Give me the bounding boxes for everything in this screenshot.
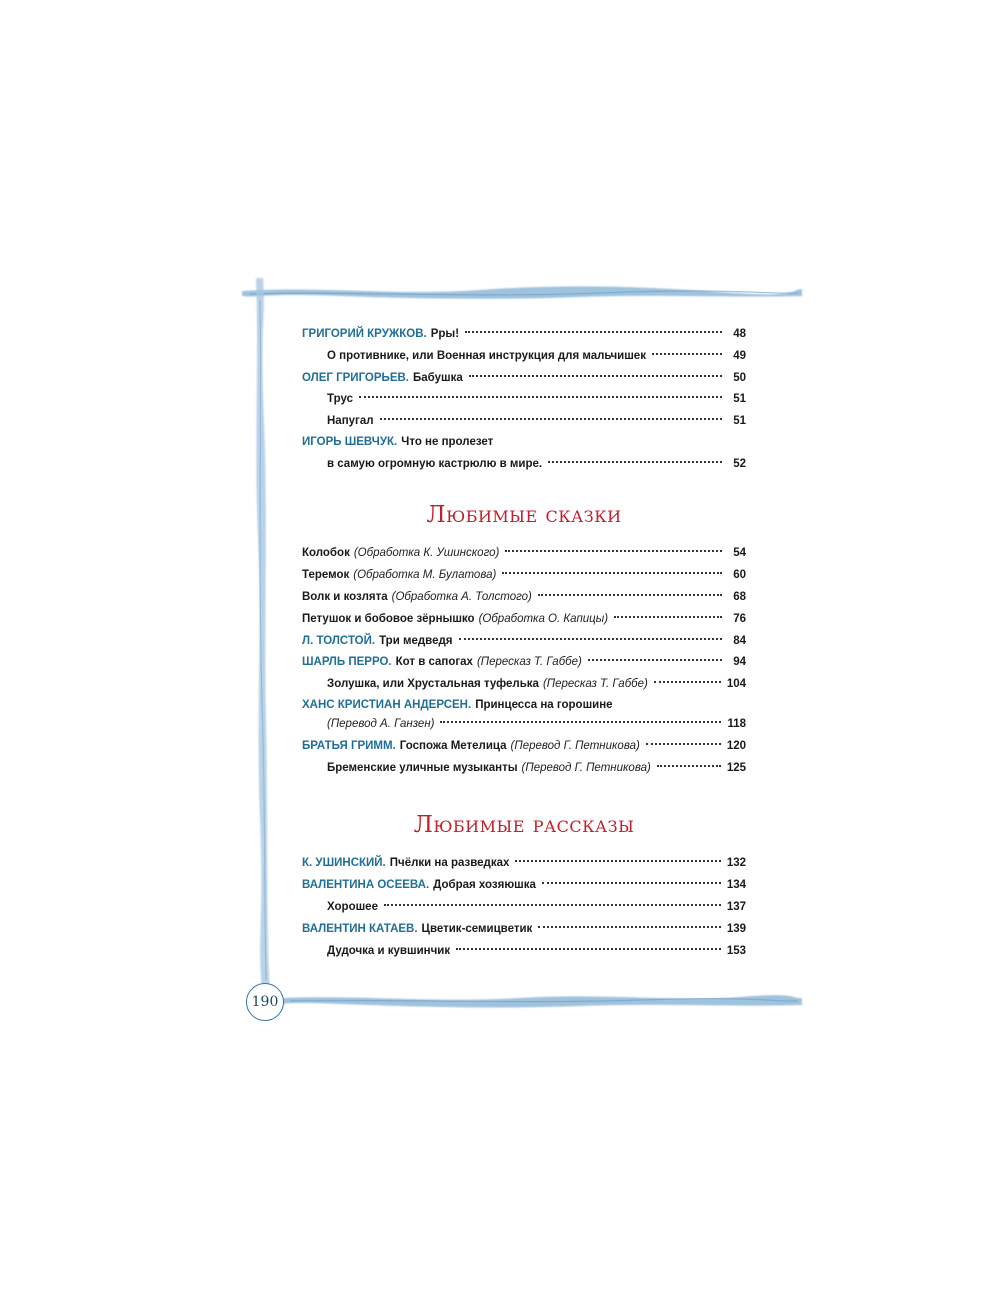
toc-dot-leader [456, 948, 721, 950]
toc-dot-leader [548, 461, 722, 463]
toc-title: Госпожа Метелица [399, 740, 507, 752]
toc-page-number: 104 [726, 678, 746, 690]
toc-dot-leader [459, 638, 723, 640]
toc-note: (Обработка М. Булатова) [353, 569, 497, 581]
toc-title: О противнике, или Военная инструкция для мальчишек [327, 350, 646, 362]
toc-title: Бабушка [413, 372, 463, 384]
toc-entry[interactable] [302, 674, 746, 694]
toc-title: Петушок и бобовое зёрнышко [302, 613, 475, 625]
toc-entry[interactable] [302, 714, 746, 734]
toc-page-number: 153 [726, 945, 746, 957]
toc-entry[interactable] [302, 543, 746, 563]
toc-note: (Обработка К. Ушинского) [353, 547, 500, 559]
toc-entry[interactable] [302, 736, 746, 756]
left-brush-stroke [256, 278, 270, 990]
section-title: Любимые рассказы [413, 812, 635, 838]
toc-title: Кот в сапогах [395, 656, 473, 668]
toc-page-number: 60 [733, 569, 746, 581]
toc-title: Цветик-семицветик [421, 923, 533, 935]
toc-dot-leader [652, 353, 722, 355]
toc-page-number: 134 [726, 879, 746, 891]
toc-page-number: 125 [726, 762, 746, 774]
toc-author: ОЛЕГ ГРИГОРЬЕВ. [302, 372, 409, 384]
toc-page-number: 52 [733, 458, 746, 470]
toc-entry[interactable] [302, 432, 746, 452]
toc-title: Пчёлки на разведках [389, 857, 510, 869]
toc-entry[interactable] [302, 897, 746, 917]
toc-entry[interactable] [302, 368, 746, 388]
toc-page-number: 54 [733, 547, 746, 559]
toc-page-number: 51 [733, 415, 746, 427]
toc-dot-leader [657, 765, 721, 767]
toc-dot-leader [469, 375, 722, 377]
toc-title: Дудочка и кувшинчик [327, 945, 451, 957]
toc-author: БРАТЬЯ ГРИММ. [302, 740, 396, 752]
toc-dot-leader [440, 721, 721, 723]
toc-page-number: 51 [733, 393, 746, 405]
toc-note: (Пересказ Т. Габбе) [542, 678, 648, 690]
toc-page-number: 132 [726, 857, 746, 869]
toc-entry[interactable] [302, 454, 746, 474]
toc-dot-leader [542, 882, 721, 884]
toc-entry[interactable] [302, 941, 746, 961]
toc-title: Колобок [302, 547, 350, 559]
toc-entry[interactable] [302, 758, 746, 778]
toc-dot-leader [588, 659, 722, 661]
toc-title: Волк и козлята [302, 591, 388, 603]
page-number-text: 190 [251, 994, 279, 1010]
toc-title: Что не пролезет [401, 436, 494, 448]
toc-title: Три медведя [379, 635, 453, 647]
toc-title: Добрая хозяюшка [433, 879, 536, 891]
toc-author: ВАЛЕНТИНА ОСЕЕВА. [302, 879, 430, 891]
section-title: Любимые сказки [426, 502, 622, 528]
toc-title: Принцесса на горошине [475, 699, 613, 711]
toc-dot-leader [538, 594, 722, 596]
toc-title: Рры! [430, 328, 460, 340]
toc-page-number: 94 [733, 656, 746, 668]
toc-title: в самую огромную кастрюлю в мире. [327, 458, 543, 470]
toc-dot-leader [614, 616, 722, 618]
toc-dot-leader [515, 860, 720, 862]
toc-author: ИГОРЬ ШЕВЧУК. [302, 436, 398, 448]
toc-page-number: 49 [733, 350, 746, 362]
toc-dot-leader [654, 681, 721, 683]
toc-author: ВАЛЕНТИН КАТАЕВ. [302, 923, 418, 935]
toc-author: ГРИГОРИЙ КРУЖКОВ. [302, 328, 427, 340]
toc-entry[interactable] [302, 919, 746, 939]
toc-dot-leader [384, 904, 721, 906]
toc-entry[interactable] [302, 853, 746, 873]
toc-entry[interactable] [302, 695, 746, 715]
toc-title: Теремок [302, 569, 350, 581]
toc-note: (Пересказ Т. Габбе) [476, 656, 582, 668]
toc-page-number: 120 [726, 740, 746, 752]
toc-note: (Перевод Г. Петникова) [510, 740, 640, 752]
toc-title: Напугал [327, 415, 374, 427]
toc-page-number: 68 [733, 591, 746, 603]
toc-dot-leader [359, 396, 722, 398]
toc-dot-leader [505, 550, 722, 552]
toc-dot-leader [502, 572, 722, 574]
toc-entry[interactable] [302, 631, 746, 651]
top-brush-stroke [242, 286, 802, 298]
toc-dot-leader [465, 331, 722, 333]
toc-title: Бременские уличные музыканты [327, 762, 518, 774]
toc-entry[interactable] [302, 609, 746, 629]
toc-dot-leader [538, 926, 721, 928]
toc-page-number: 118 [727, 718, 746, 730]
toc-title: Трус [327, 393, 353, 405]
toc-entry[interactable] [302, 346, 746, 366]
toc-entry[interactable] [302, 411, 746, 431]
toc-title: Хорошее [327, 901, 378, 913]
toc-entry[interactable] [302, 587, 746, 607]
toc-entry[interactable] [302, 324, 746, 344]
toc-entry[interactable] [302, 652, 746, 672]
toc-page-number: 139 [726, 923, 746, 935]
toc-note: (Обработка А. Толстого) [391, 591, 532, 603]
toc-page-number: 84 [733, 635, 746, 647]
toc-note: (Перевод А. Ганзен) [327, 718, 435, 730]
toc-page-number: 48 [733, 328, 746, 340]
toc-dot-leader [380, 418, 722, 420]
toc-dot-leader [646, 743, 721, 745]
toc-entry[interactable] [302, 875, 746, 895]
toc-author: ШАРЛЬ ПЕРРО. [302, 656, 392, 668]
toc-author: ХАНС КРИСТИАН АНДЕРСЕН. [302, 699, 472, 711]
toc-page-number: 50 [733, 372, 746, 384]
page-number [246, 983, 284, 1021]
toc-title: Золушка, или Хрустальная туфелька [327, 678, 539, 690]
toc-page-number: 137 [726, 901, 746, 913]
toc-entry[interactable] [302, 565, 746, 585]
toc-author: Л. ТОЛСТОЙ. [302, 635, 376, 647]
toc-note: (Обработка О. Капицы) [478, 613, 609, 625]
toc-author: К. УШИНСКИЙ. [302, 857, 386, 869]
toc-entry[interactable] [302, 389, 746, 409]
toc-note: (Перевод Г. Петникова) [521, 762, 651, 774]
toc-page-number: 76 [733, 613, 746, 625]
